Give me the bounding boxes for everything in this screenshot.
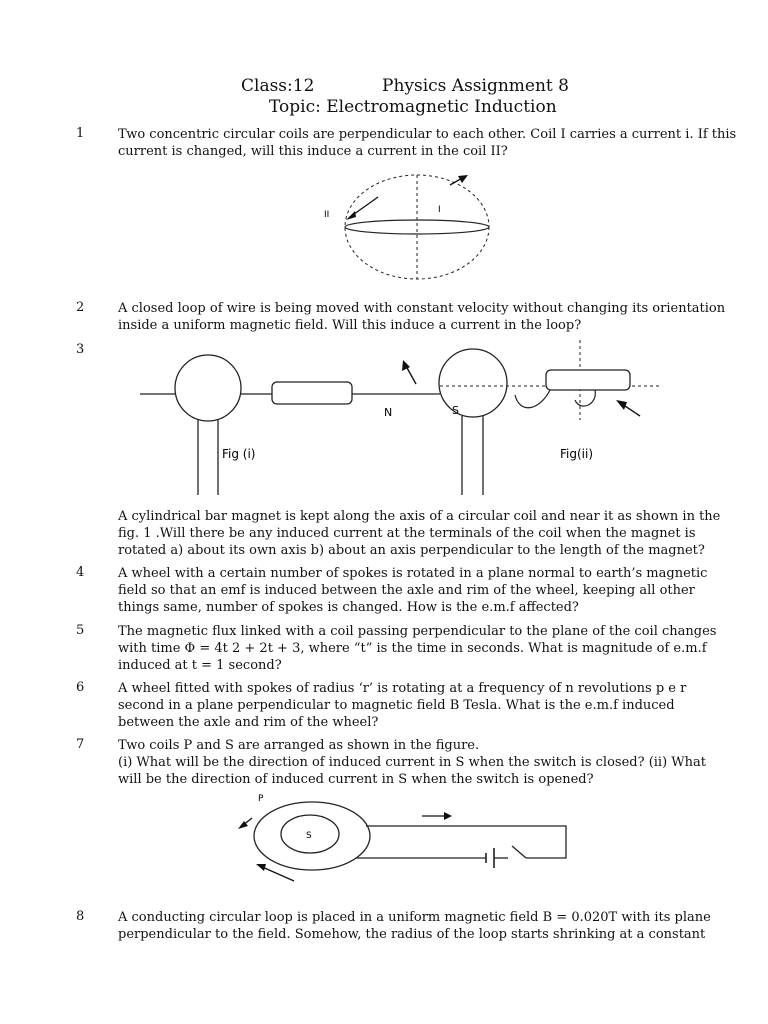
question-line: A closed loop of wire is being moved with constant velocity without changing its orientation bbox=[118, 301, 726, 316]
question-line: will be the direction of induced current in S when the switch is opened? bbox=[118, 772, 594, 787]
fig-i-label: Fig (i) bbox=[222, 447, 256, 461]
question-line: induced at t = 1 second? bbox=[118, 658, 282, 673]
question-line: A conducting circular loop is placed in a uniform magnetic field B = 0.020T with its plane bbox=[118, 910, 711, 925]
question-number: 5 bbox=[76, 623, 85, 638]
question-line: (i) What will be the direction of induced current in S when the switch is closed? (ii) What bbox=[118, 755, 706, 770]
arrowhead bbox=[256, 864, 266, 871]
figure-bar-magnet-coil bbox=[140, 340, 660, 500]
question-line: A wheel fitted with spokes of radius ‘r’ is rotating at a frequency of n revolutions p e r bbox=[118, 681, 687, 696]
assignment-title: Physics Assignment 8 bbox=[382, 76, 569, 96]
question-number: 6 bbox=[76, 680, 85, 695]
circuit-wire bbox=[366, 826, 566, 858]
question-line: Two coils P and S are arranged as shown in the figure. bbox=[118, 738, 480, 753]
arrowhead bbox=[444, 812, 452, 820]
north-pole-label: N bbox=[384, 406, 393, 419]
question-line: second in a plane perpendicular to magnetic field B Tesla. What is the e.m.f induced bbox=[118, 698, 675, 713]
question-line: rotated a) about its own axis b) about an axis perpendicular to the length of the magnet? bbox=[118, 543, 705, 558]
question-line: between the axle and rim of the wheel? bbox=[118, 715, 379, 730]
arrowhead bbox=[402, 360, 410, 371]
question-text bbox=[118, 300, 726, 334]
current-arrow bbox=[260, 866, 294, 881]
rotation-curve bbox=[515, 390, 550, 408]
question-line: A wheel with a certain number of spokes is rotated in a plane normal to earth’s magnetic bbox=[118, 566, 708, 581]
bar-magnet bbox=[546, 370, 630, 390]
figure-concentric-coils bbox=[310, 165, 510, 290]
coil-p-label: P bbox=[258, 794, 264, 804]
coil-circle bbox=[439, 349, 507, 417]
question-text bbox=[118, 680, 703, 731]
coil-p-outer bbox=[254, 802, 370, 870]
question-text bbox=[118, 508, 721, 559]
question-line: inside a uniform magnetic field. Will this induce a current in the loop? bbox=[118, 318, 582, 333]
question-text bbox=[118, 737, 706, 788]
class-label: Class:12 bbox=[241, 76, 315, 96]
question-number: 8 bbox=[76, 909, 85, 924]
question-line: The magnetic flux linked with a coil passing perpendicular to the plane of the coil changes bbox=[118, 624, 717, 639]
south-pole-label: S bbox=[452, 404, 459, 417]
bar-magnet bbox=[272, 382, 352, 404]
topic-heading: Topic: Electromagnetic Induction bbox=[269, 97, 557, 117]
arrowhead bbox=[616, 400, 627, 410]
coil-circle bbox=[175, 355, 241, 421]
rotation-arrow bbox=[406, 366, 416, 384]
question-number: 3 bbox=[76, 342, 85, 357]
question-line: things same, number of spokes is changed. How is the e.m.f affected? bbox=[118, 600, 579, 615]
coil-two-label: II bbox=[324, 210, 330, 220]
question-text bbox=[118, 565, 708, 616]
question-number: 2 bbox=[76, 300, 85, 315]
coil-s-label: S bbox=[306, 831, 312, 841]
question-text bbox=[118, 623, 717, 674]
rotation-curve bbox=[575, 390, 595, 406]
question-line: with time Φ = 4t 2 + 2t + 3, where “t” is the time in seconds. What is magnitude of e.m.f bbox=[118, 641, 707, 656]
question-line: fig. 1 .Will there be any induced current at the terminals of the coil when the magnet is bbox=[118, 526, 696, 541]
question-text bbox=[118, 909, 711, 943]
question-number: 4 bbox=[76, 565, 85, 580]
question-number: 7 bbox=[76, 737, 85, 752]
question-line: perpendicular to the field. Somehow, the radius of the loop starts shrinking at a constant bbox=[118, 927, 706, 942]
figure-coils-p-s bbox=[232, 788, 572, 888]
question-line: field so that an emf is induced between the axle and rim of the wheel, keeping all other bbox=[118, 583, 695, 598]
coil-one-label: I bbox=[438, 205, 441, 215]
question-line: A cylindrical bar magnet is kept along the axis of a circular coil and near it as shown in the bbox=[118, 509, 721, 524]
question-number: 1 bbox=[76, 126, 85, 141]
question-line: current is changed, will this induce a current in the coil II? bbox=[118, 144, 508, 159]
coil-one-circle bbox=[345, 175, 489, 279]
question-text bbox=[118, 126, 737, 160]
fig-ii-label: Fig(ii) bbox=[560, 447, 594, 461]
switch-lever bbox=[512, 846, 526, 858]
question-line: Two concentric circular coils are perpendicular to each other. Coil I carries a current i. If this bbox=[118, 127, 737, 142]
